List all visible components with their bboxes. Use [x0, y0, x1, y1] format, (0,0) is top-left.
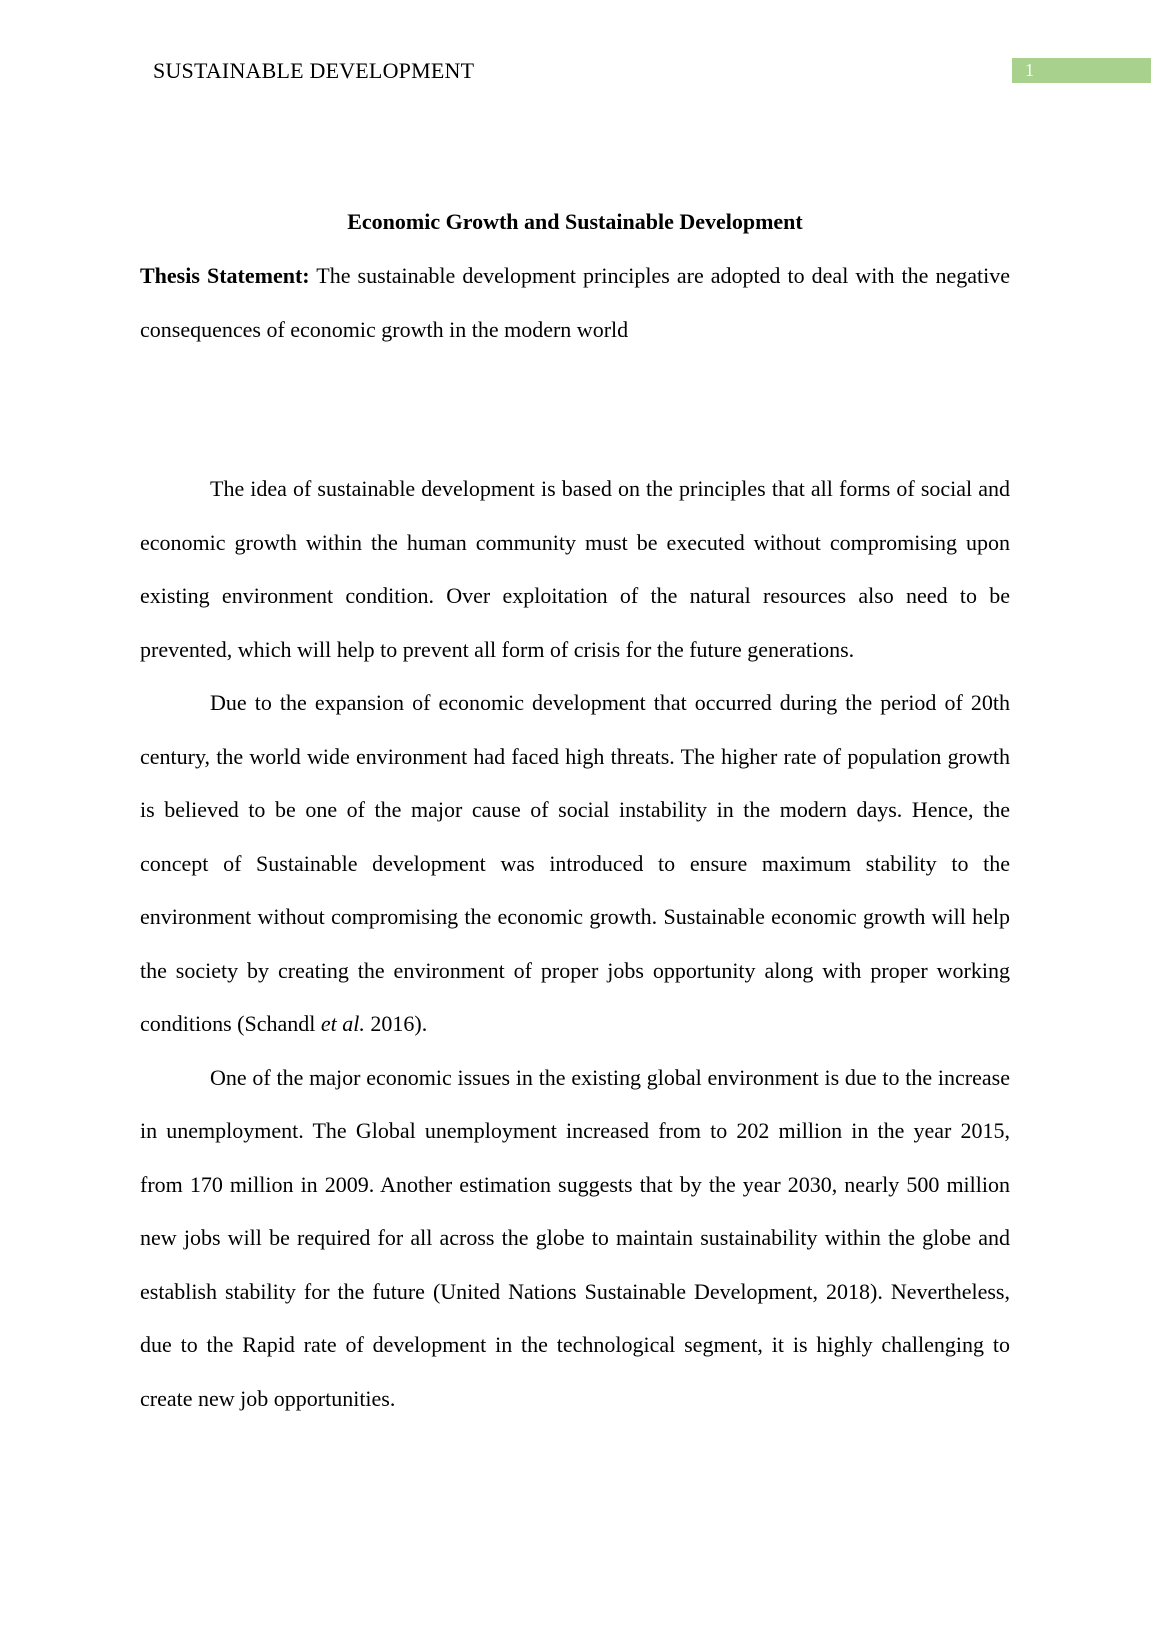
- paragraph-2-text: Due to the expansion of economic development that occurred during the period of 20th century, the world wide environment had faced high threats. The higher rate of population growth is believed to be one of the major cause of social instability in the modern days. Hence, the concept of Sustainable development was introduced to ensure maximum stability to the environment without compromising the economic growth. Sustainable economic growth will help the society by creating the environment of proper jobs opportunity along with proper working conditions (Schandl: [140, 690, 1010, 1036]
- paragraph-1: The idea of sustainable development is based on the principles that all forms of social and economic growth within the human community must be executed without compromising upon existing environment condition. Over exploitation of the natural resources also need to be prevented, which will help to prevent all form of crisis for the future generations.: [140, 476, 1010, 662]
- body-paragraphs: [140, 462, 1010, 1425]
- paragraph-3: One of the major economic issues in the existing global environment is due to the increase in unemployment. The Global unemployment increased from to 202 million in the year 2015, from 170 million in 2009. Another estimation suggests that by the year 2030, nearly 500 million new jobs will be required for all across the globe to maintain sustainability within the globe and establish stability for the future (United Nations Sustainable Development, 2018). Nevertheless, due to the Rapid rate of development in the technological segment, it is highly challenging to create new job opportunities.: [140, 1064, 1010, 1411]
- paragraph-2: [140, 676, 1010, 1051]
- running-head: SUSTAINABLE DEVELOPMENT: [153, 58, 475, 83]
- page-number: 1: [1012, 58, 1151, 83]
- citation-italic: et al.: [320, 1011, 365, 1036]
- thesis-label: Thesis Statement:: [140, 263, 310, 288]
- thesis-text: The sustainable development principles are adopted to deal with the negative consequences of economic growth in the modern world: [140, 263, 1010, 342]
- thesis-statement: [140, 249, 1010, 356]
- document-title: Economic Growth and Sustainable Development: [347, 209, 803, 234]
- paragraph-2-tail: 2016).: [364, 1011, 428, 1036]
